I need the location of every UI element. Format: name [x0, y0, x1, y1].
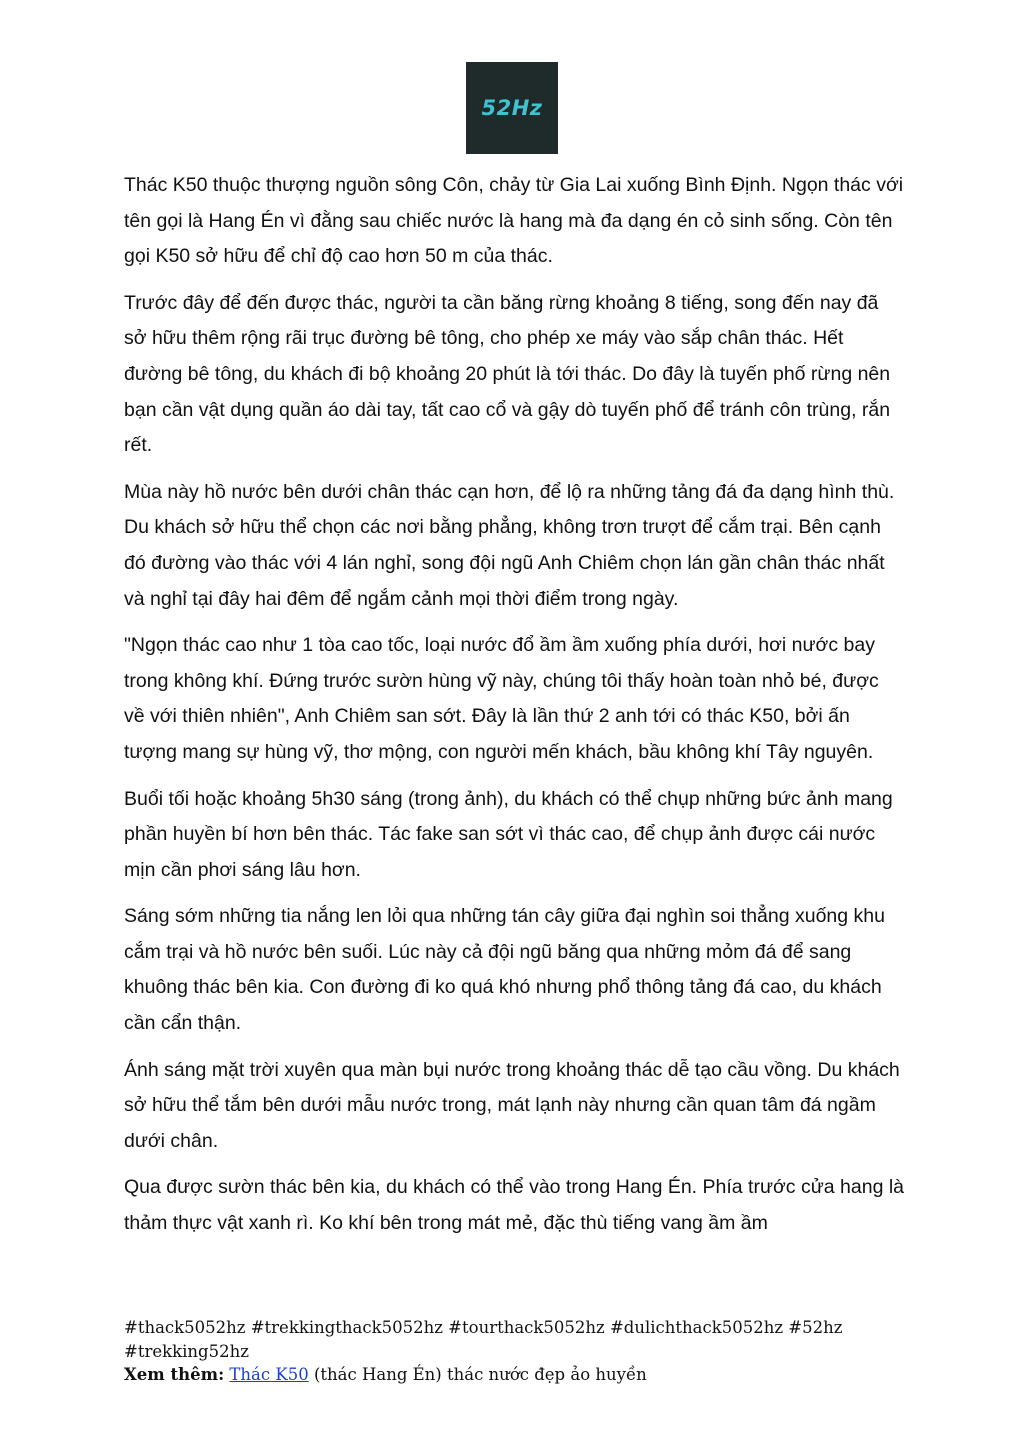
paragraph: "Ngọn thác cao như 1 tòa cao tốc, loại nước đổ ầm ầm xuống phía dưới, hơi nước bay trong không khí. Đứng trước sườn hùng vỹ này, chúng tôi thấy hoàn toàn nhỏ bé, được về với thiên nhiên", Anh Chiêm san sớt. Đây là lần thứ 2 anh tới có thác K50, bởi ấn tượng mang sự hùng vỹ, thơ mộng, con người mến khách, bầu không khí Tây nguyên.	[124, 634, 879, 763]
paragraph: Trước đây để đến được thác, người ta cần băng rừng khoảng 8 tiếng, song đến nay đã sở hữu thêm rộng rãi trục đường bê tông, cho phép xe máy vào sắp chân thác. Hết đường bê tông, du khách đi bộ khoảng 20 phút là tới thác. Do đây là tuyến phố rừng nên bạn cần vật dụng quần áo dài tay, tất cao cổ và gậy dò tuyến phố để tránh côn trùng, rắn rết.	[124, 291, 891, 457]
see-more-label: Xem thêm:	[124, 1365, 225, 1384]
see-more-line	[124, 1363, 904, 1387]
see-more-suffix: (thác Hang Én) thác nước đẹp ảo huyền	[308, 1365, 647, 1384]
paragraph: Mùa này hồ nước bên dưới chân thác cạn hơn, để lộ ra những tảng đá đa dạng hình thù. Du khách sở hữu thể chọn các nơi bằng phẳng, không trơn trượt để cắm trại. Bên cạnh đó đường vào thác với 4 lán nghỉ, song đội ngũ Anh Chiêm chọn lán gần chân thác nhất và nghỉ tại đây hai đêm để ngắm cảnh mọi thời điểm trong ngày.	[124, 480, 895, 610]
footer	[124, 1316, 904, 1387]
logo	[466, 62, 558, 154]
paragraph: Thác K50 thuộc thượng nguồn sông Côn, chảy từ Gia Lai xuống Bình Định. Ngọn thác với tên gọi là Hang Én vì đằng sau chiếc nước là hang mà đa dạng én cỏ sinh sống. Còn tên gọi K50 sở hữu để chỉ độ cao hơn 50 m của thác.	[124, 174, 904, 268]
hashtags: #thack5052hz #trekkingthack5052hz #tourthack5052hz #dulichthack5052hz #52hz #trekking52hz	[124, 1318, 843, 1361]
paragraph: Sáng sớm những tia nắng len lỏi qua những tán cây giữa đại nghìn soi thẳng xuống khu cắm trại và hồ nước bên suối. Lúc này cả đội ngũ băng qua những mỏm đá để sang khuông thác bên kia. Con đường đi ko quá khó nhưng phổ thông tảng đá cao, du khách cần cẩn thận.	[124, 905, 885, 1035]
paragraph: Ánh sáng mặt trời xuyên qua màn bụi nước trong khoảng thác dễ tạo cầu vồng. Du khách sở hữu thể tắm bên dưới mẫu nước trong, mát lạnh này nhưng cần quan tâm đá ngầm dưới chân.	[124, 1058, 900, 1152]
paragraph: Qua được sườn thác bên kia, du khách có thể vào trong Hang Én. Phía trước cửa hang là thảm thực vật xanh rì. Ko khí bên trong mát mẻ, đặc thù tiếng vang ầm ầm	[124, 1176, 905, 1235]
see-more-link[interactable]: Thác K50	[229, 1365, 309, 1384]
logo-text: 52Hz	[481, 96, 543, 120]
paragraph: Buổi tối hoặc khoảng 5h30 sáng (trong ảnh), du khách có thể chụp những bức ảnh mang phần huyền bí hơn bên thác. Tác fake san sớt vì thác cao, để chụp ảnh được cái nước mịn cần phơi sáng lâu hơn.	[124, 787, 893, 881]
article-body	[124, 168, 904, 1253]
